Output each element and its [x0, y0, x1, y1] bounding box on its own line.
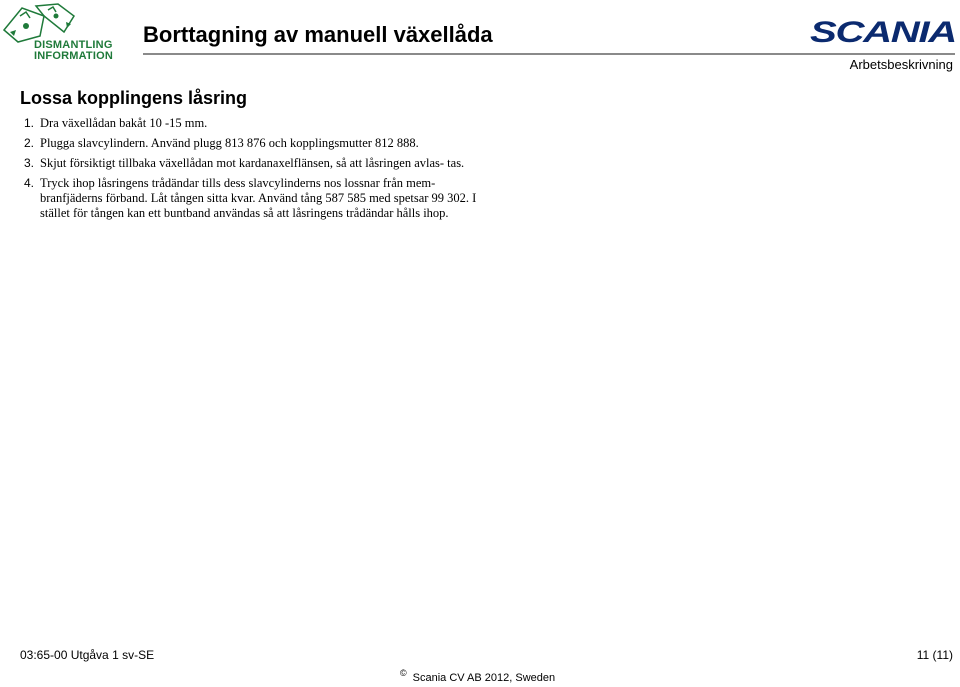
header-divider	[143, 53, 955, 55]
step-text: Tryck ihop låsringens trådändar tills dess slavcylinderns nos lossnar från mem- branfjäderns förband. Låt tången sitta kvar. Använd tång 587 585 med spetsar 99 302. I stället för tången kan ett buntband användas så att låsringens trådändar hålls ihop.	[40, 176, 477, 220]
step-number: 1.	[24, 116, 35, 130]
copyright-text: Scania CV AB 2012, Sweden	[412, 672, 556, 684]
page-number: 11 (11)	[916, 648, 953, 662]
step-text: Plugga slavcylindern. Använd plugg 813 876 och kopplingsmutter 812 888.	[40, 136, 419, 150]
step-list	[24, 116, 484, 226]
scania-wordmark: SCANIA	[810, 16, 956, 46]
section-title: Lossa kopplingens låsring	[20, 88, 248, 108]
step-number: 3.	[24, 156, 35, 170]
dismantling-information-logo	[0, 2, 120, 64]
copyright-notice	[400, 668, 556, 684]
step-item	[24, 136, 484, 151]
step-item	[24, 116, 484, 131]
document-title: Borttagning av manuell växellåda	[143, 22, 493, 47]
step-number: 4.	[24, 176, 35, 190]
step-text: Dra växellådan bakåt 10 -15 mm.	[40, 116, 208, 130]
step-item	[24, 156, 484, 171]
scania-logo	[810, 16, 956, 46]
step-number: 2.	[24, 136, 35, 150]
step-text: Skjut försiktigt tillbaka växellådan mot kardanaxelflänsen, så att låsringen avlas- tas.	[40, 156, 465, 170]
logo-line-2: INFORMATION	[34, 50, 113, 62]
document-id: 03:65-00 Utgåva 1 sv-SE	[20, 648, 155, 662]
document-type: Arbetsbeskrivning	[849, 57, 953, 72]
logo-line-1: DISMANTLING	[34, 39, 113, 51]
copyright-symbol: ©	[400, 668, 407, 678]
step-item	[24, 176, 484, 221]
